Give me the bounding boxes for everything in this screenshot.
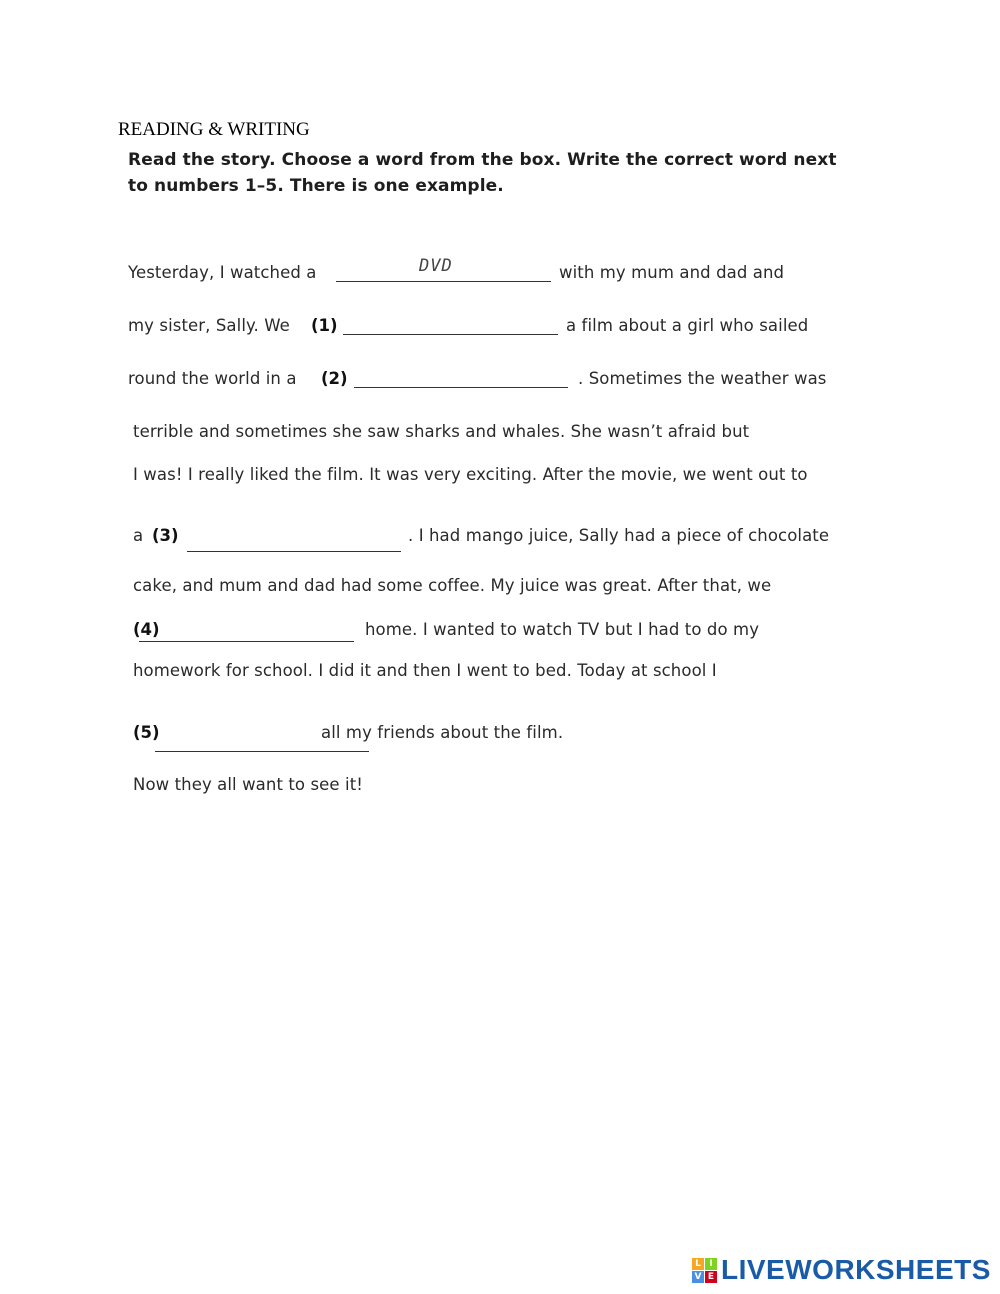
example-answer: DVD — [419, 256, 453, 276]
answer-1-line — [343, 334, 558, 335]
logo-icon — [692, 1258, 717, 1283]
logo-text: LIVEWORKSHEETS — [721, 1254, 991, 1285]
story-line-2-end: a film about a girl who sailed — [566, 316, 809, 335]
logo-letter-l: L — [692, 1258, 704, 1270]
story-line-6-end: . I had mango juice, Sally had a piece of chocolate — [408, 526, 830, 545]
section-title: READING & WRITING — [118, 119, 310, 140]
story-line-2-start: my sister, Sally. We — [128, 316, 290, 335]
answer-4-input[interactable] — [165, 618, 354, 640]
example-blank-line — [336, 281, 551, 282]
instructions-line-1: Read the story. Choose a word from the box. Write the correct word next — [128, 150, 837, 170]
question-number-2: (2) — [321, 369, 348, 388]
story-line-9: homework for school. I did it and then I went to bed. Today at school I — [133, 661, 717, 680]
answer-4-line — [139, 641, 354, 642]
story-line-5: I was! I really liked the film. It was very exciting. After the movie, we went out to — [133, 465, 808, 484]
answer-2-line — [354, 387, 568, 388]
question-number-1: (1) — [311, 316, 338, 335]
logo-letter-i: I — [705, 1258, 717, 1270]
story-line-10-end: all my friends about the film. — [321, 723, 564, 742]
story-line-4: terrible and sometimes she saw sharks and whales. She wasn’t afraid but — [133, 422, 750, 441]
liveworksheets-logo — [692, 1254, 991, 1286]
story-line-1-start: Yesterday, I watched a — [128, 263, 317, 282]
answer-2-input[interactable] — [354, 364, 568, 386]
answer-5-input[interactable] — [165, 725, 315, 747]
story-line-3-end: . Sometimes the weather was — [578, 369, 827, 388]
answer-5-line — [155, 751, 369, 752]
answer-3-line — [187, 551, 401, 552]
logo-letter-e: E — [705, 1271, 717, 1283]
answer-3-input[interactable] — [187, 528, 401, 550]
story-line-7: cake, and mum and dad had some coffee. My juice was great. After that, we — [133, 576, 772, 595]
story-line-6-start: a — [133, 526, 144, 545]
question-number-3: (3) — [152, 526, 179, 545]
story-line-3-start: round the world in a — [128, 369, 297, 388]
story-line-11: Now they all want to see it! — [133, 775, 363, 794]
story-line-8-end: home. I wanted to watch TV but I had to do my — [365, 620, 760, 639]
story-line-1-end: with my mum and dad and — [559, 263, 785, 282]
question-number-5: (5) — [133, 723, 160, 742]
logo-letter-v: V — [692, 1271, 704, 1283]
question-number-4: (4) — [133, 620, 160, 639]
instructions-line-2: to numbers 1–5. There is one example. — [128, 176, 504, 196]
answer-1-input[interactable] — [343, 311, 558, 333]
